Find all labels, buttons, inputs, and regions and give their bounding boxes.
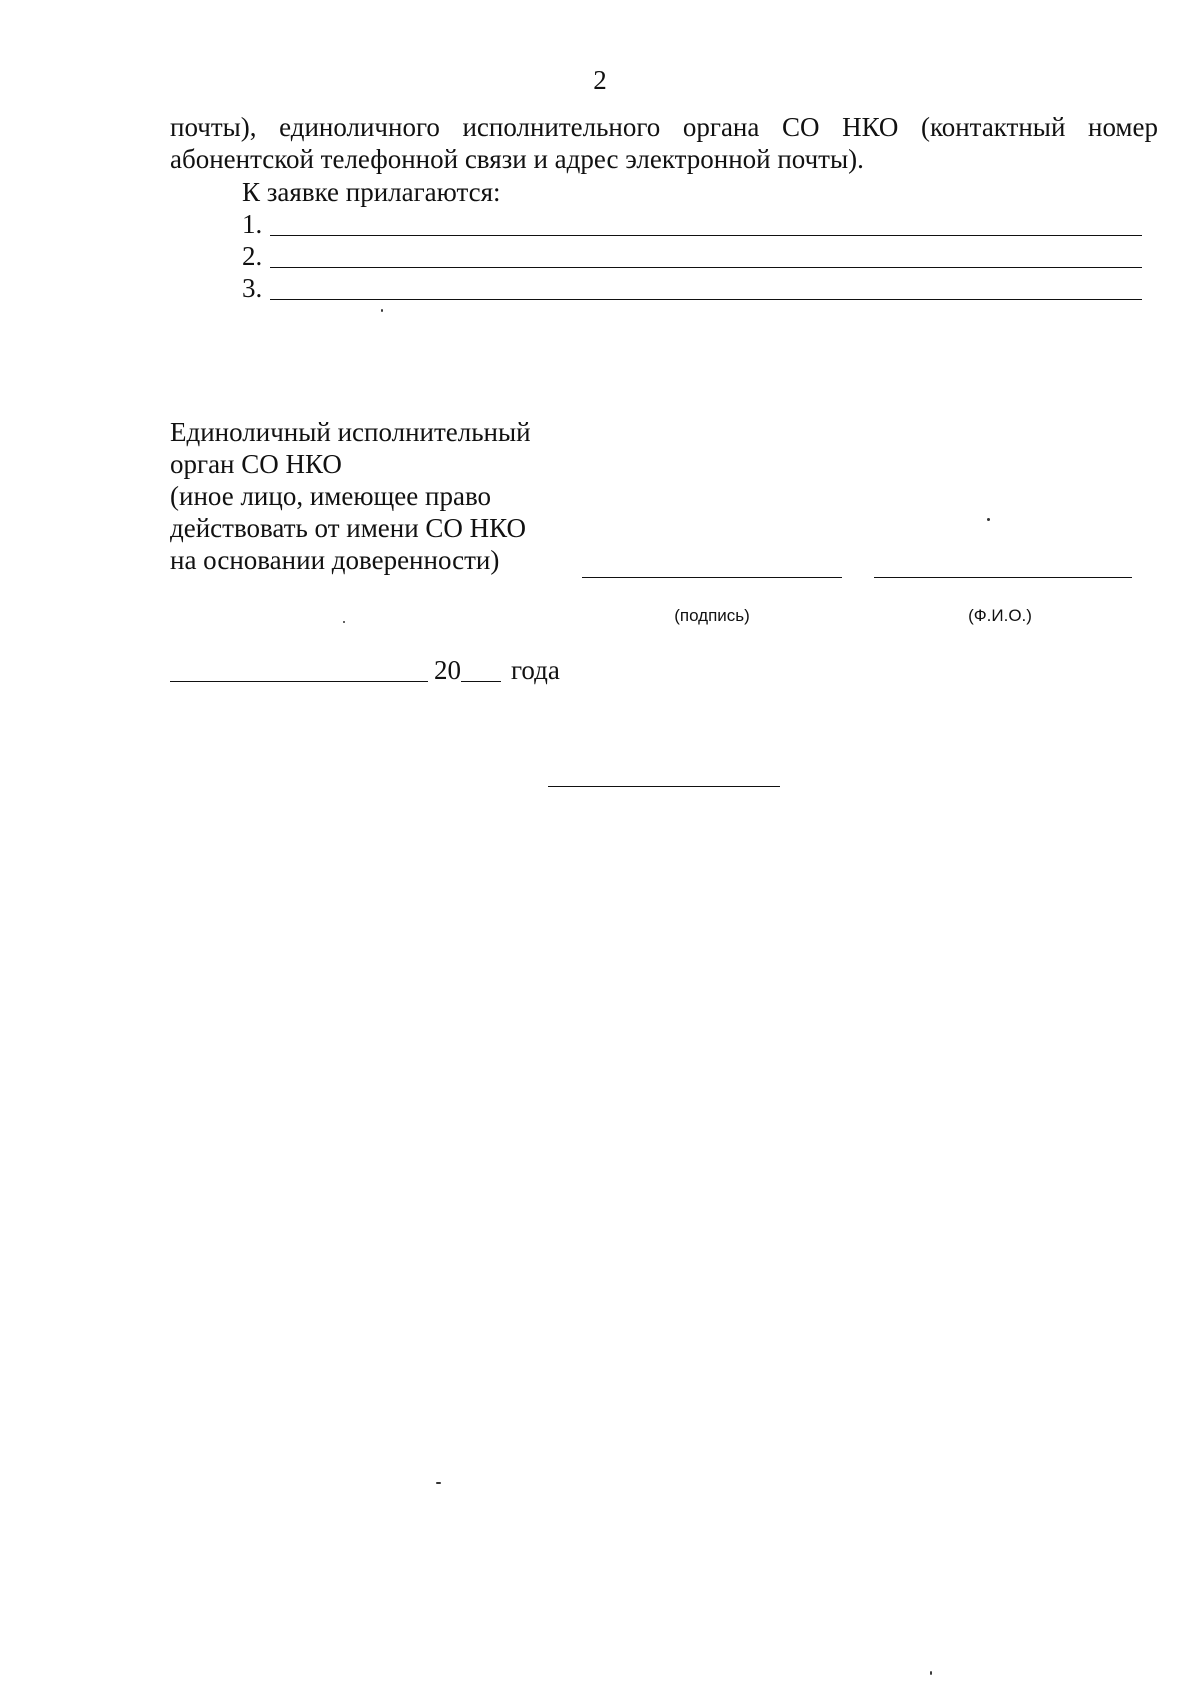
attachments-title: К заявке прилагаются:: [242, 177, 501, 207]
signatory-line: (иное лицо, имеющее право: [170, 481, 492, 511]
document-end-rule: [548, 786, 780, 787]
signatory-description: [170, 416, 531, 576]
paragraph-line-2: абонентской телефонной связи и адрес электронной почты).: [170, 144, 864, 174]
attachment-blank-line: [270, 299, 1142, 300]
attachment-number: 3.: [242, 273, 263, 303]
full-name-caption: (Ф.И.О.): [968, 606, 1032, 625]
scan-speck: [930, 1671, 932, 1675]
signature-blank-line: [582, 577, 842, 578]
attachment-item-3: [242, 272, 1142, 304]
attachment-item-2: [242, 240, 1142, 272]
attachment-number: 1.: [242, 209, 263, 239]
signatory-line: действовать от имени СО НКО: [170, 513, 527, 543]
attachment-number: 2.: [242, 241, 263, 271]
scan-speck: [343, 621, 345, 623]
scan-speck: [381, 309, 383, 312]
attachment-blank-line: [270, 267, 1142, 268]
signatory-line: орган СО НКО: [170, 449, 342, 479]
scan-speck: [436, 1482, 441, 1484]
scan-speck: [987, 518, 990, 521]
full-name-blank-line: [874, 577, 1132, 578]
paragraph-line-1: почты), единоличного исполнительного органа СО НКО (контактный номер: [170, 112, 1158, 142]
date-line: [170, 650, 560, 686]
date-blank-line: [170, 681, 428, 682]
attachment-item-1: [242, 208, 1142, 240]
signature-caption: (подпись): [674, 606, 750, 625]
page-number: 2: [593, 65, 607, 95]
attachment-blank-line: [270, 235, 1142, 236]
year-prefix: 20: [434, 655, 461, 685]
year-blank-line: [461, 681, 501, 682]
year-suffix: года: [511, 655, 560, 685]
signatory-line: на основании доверенности): [170, 545, 500, 575]
signatory-line: Единоличный исполнительный: [170, 417, 531, 447]
